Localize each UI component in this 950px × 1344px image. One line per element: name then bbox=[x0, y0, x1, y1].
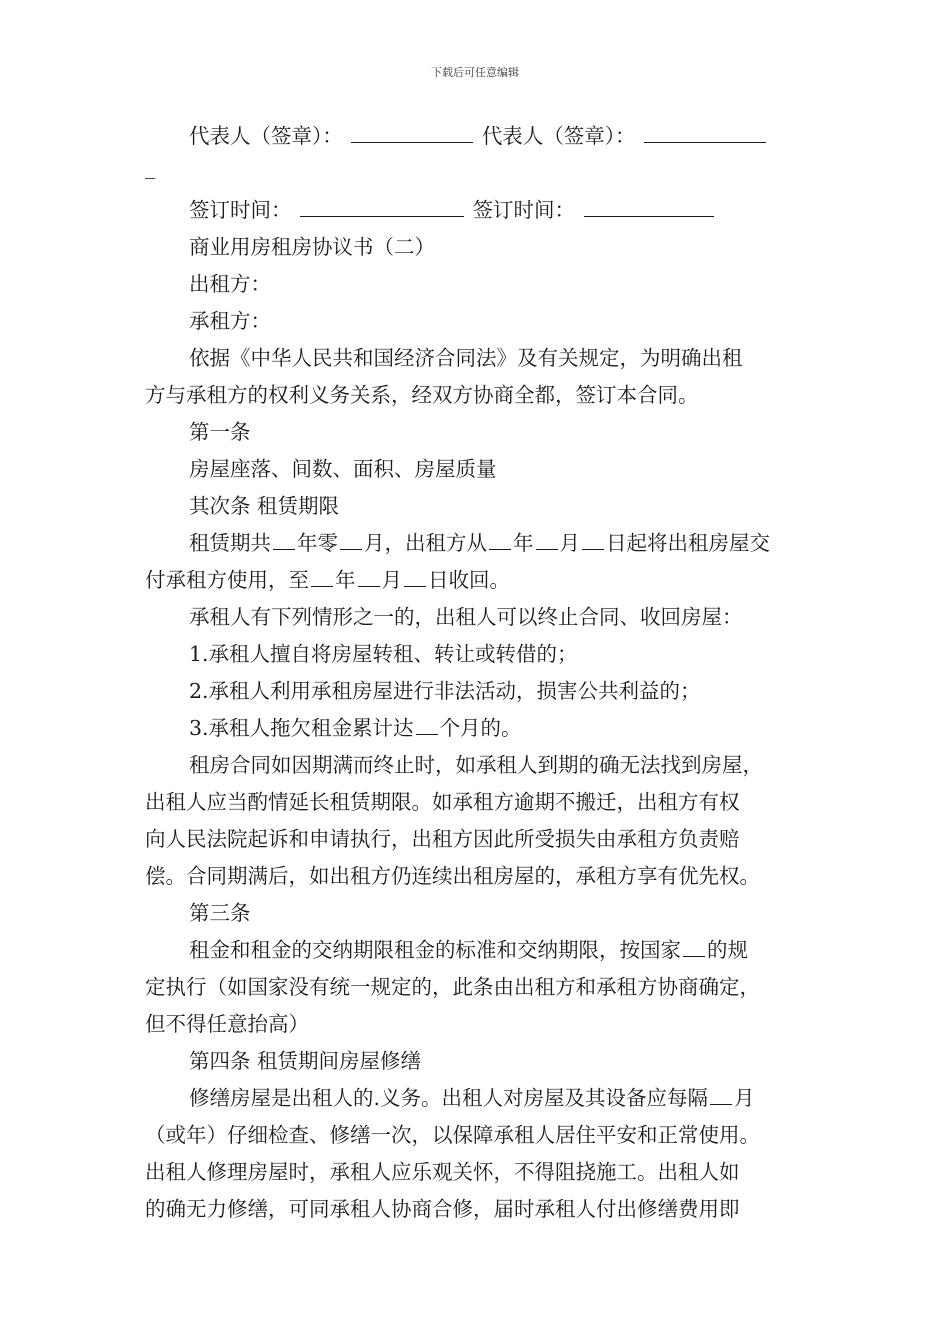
rent-standard-blank bbox=[683, 932, 705, 957]
date-a-label: 签订时间： bbox=[189, 198, 292, 222]
end-day-blank bbox=[404, 562, 426, 587]
overflow-mark: _ bbox=[145, 155, 156, 179]
item3-text: 个月的。 bbox=[439, 716, 522, 740]
date-a-blank bbox=[300, 192, 464, 217]
article-2-title: 其次条 租赁期限 bbox=[189, 494, 340, 518]
arrears-months-blank bbox=[416, 710, 438, 735]
rep-b-label: 代表人（签章）： bbox=[481, 124, 636, 148]
article-4-title: 第四条 租赁期间房屋修缮 bbox=[189, 1049, 422, 1073]
date-b-blank bbox=[584, 192, 714, 217]
rent-line-1 bbox=[145, 932, 825, 969]
article-1-title: 第一条 bbox=[189, 420, 251, 444]
rep-b-blank bbox=[644, 118, 766, 143]
representative-signature-line bbox=[145, 118, 825, 155]
termination-intro: 承租人有下列情形之一的，出租人可以终止合同、收回房屋： bbox=[189, 605, 743, 629]
term-text: 日起将出租房屋交 bbox=[606, 531, 770, 555]
document-body bbox=[145, 118, 825, 1228]
expiry-line-1: 租房合同如因期满而终止时，如承租人到期的确无法找到房屋， bbox=[189, 753, 763, 777]
term-line-1 bbox=[145, 525, 825, 562]
lessee-line: 承租方： bbox=[189, 309, 271, 333]
termination-item-1: 1.承租人擅自将房屋转租、转让或转借的； bbox=[189, 642, 578, 666]
date-b-label: 签订时间： bbox=[472, 198, 576, 222]
term-text: 租赁期共 bbox=[189, 531, 271, 555]
repair-interval-blank bbox=[710, 1080, 732, 1105]
rent-line-3: 但不得任意抬高） bbox=[145, 1012, 309, 1036]
item3-text: 3.承租人拖欠租金累计达 bbox=[189, 716, 414, 740]
term-years-blank bbox=[273, 525, 295, 550]
term-text: 月 bbox=[559, 531, 580, 555]
repair-text: 修缮房屋是出租人的.义务。出租人对房屋及其设备应每隔 bbox=[189, 1086, 709, 1110]
repair-text: 月 bbox=[734, 1086, 755, 1110]
expiry-line-3: 向人民法院起诉和申请执行，出租方因此所受损失由承租方负责赔 bbox=[145, 827, 740, 851]
termination-item-3 bbox=[145, 710, 825, 747]
start-day-blank bbox=[582, 525, 604, 550]
term-text: 月 bbox=[381, 568, 402, 592]
lessor-line: 出租方： bbox=[189, 272, 271, 296]
expiry-line-2: 出租人应当酌情延长租赁期限。如承租方逾期不搬迁，出租方有权 bbox=[145, 790, 740, 814]
article-1-body: 房屋座落、间数、面积、房屋质量 bbox=[189, 457, 497, 481]
article-3-title: 第三条 bbox=[189, 901, 251, 925]
signing-date-line bbox=[145, 192, 825, 229]
term-months-blank bbox=[340, 525, 362, 550]
repair-line-4: 的确无力修缮，可同承租人协商合修，届时承租人付出修缮费用即 bbox=[145, 1197, 740, 1221]
page-header: 下载后可任意编辑 bbox=[431, 66, 519, 79]
term-text: 年零 bbox=[297, 531, 338, 555]
term-text: 年 bbox=[335, 568, 356, 592]
document-title: 商业用房租房协议书（二） bbox=[189, 235, 435, 259]
end-month-blank bbox=[358, 562, 380, 587]
expiry-line-4: 偿。合同期满后，如出租方仍连续出租房屋的，承租方享有优先权。 bbox=[145, 864, 760, 888]
repair-line-2: （或年）仔细检查、修缮一次，以保障承租人居住平安和正常使用。 bbox=[145, 1123, 760, 1147]
term-text: 年 bbox=[513, 531, 534, 555]
rep-a-label: 代表人（签章）： bbox=[189, 124, 343, 148]
rep-a-blank bbox=[351, 118, 473, 143]
rent-text: 的规 bbox=[707, 938, 748, 962]
start-month-blank bbox=[536, 525, 558, 550]
term-text: 付承租方使用，至 bbox=[145, 568, 309, 592]
repair-line-3: 出租人修理房屋时，承租人应乐观关怀，不得阻挠施工。出租人如 bbox=[145, 1160, 740, 1184]
start-year-blank bbox=[489, 525, 511, 550]
term-text: 日收回。 bbox=[428, 568, 510, 592]
termination-item-2: 2.承租人利用承租房屋进行非法活动，损害公共利益的； bbox=[189, 679, 701, 703]
end-year-blank bbox=[311, 562, 333, 587]
term-line-2 bbox=[145, 562, 825, 599]
rent-text: 租金和租金的交纳期限租金的标准和交纳期限，按国家 bbox=[189, 938, 681, 962]
preamble-line-2: 方与承租方的权利义务关系，经双方协商全都，签订本合同。 bbox=[145, 383, 699, 407]
repair-line-1 bbox=[145, 1080, 825, 1117]
rent-line-2: 定执行（如国家没有统一规定的，此条由出租方和承租方协商确定， bbox=[145, 975, 760, 999]
term-text: 月，出租方从 bbox=[364, 531, 487, 555]
preamble-line-1: 依据《中华人民共和国经济合同法》及有关规定，为明确出租 bbox=[189, 346, 743, 370]
